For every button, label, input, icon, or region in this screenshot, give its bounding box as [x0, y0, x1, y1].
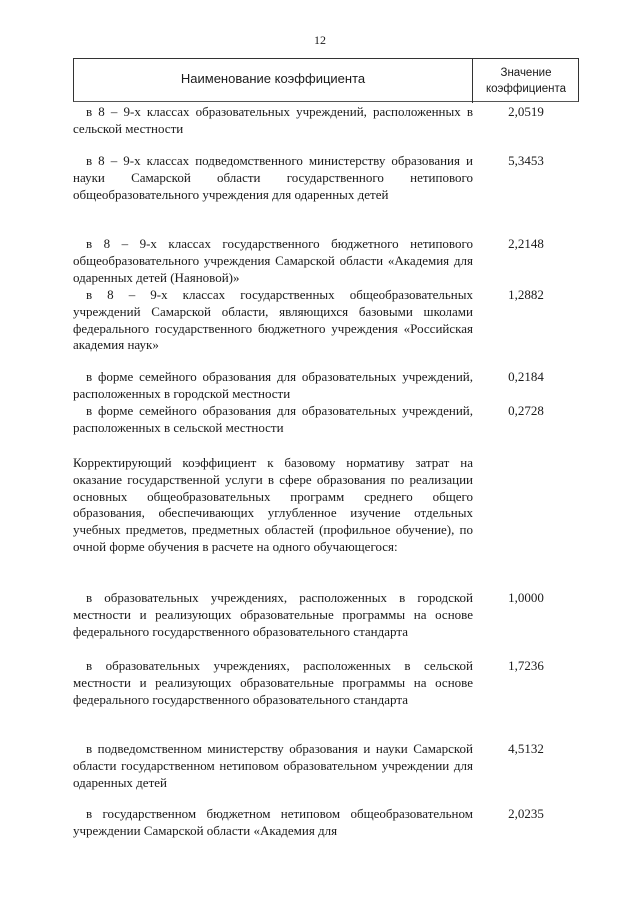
- header-value-cell: [474, 65, 578, 97]
- header-divider: [472, 59, 473, 103]
- coefficient-text: в 8 – 9-х классах государственного бюджетного нетипового общеобразовательного учреждения Самарской области «Академия для одаренных детей (Наяновой)»: [73, 236, 473, 285]
- coefficient-text: в государственном бюджетном нетиповом общеобразовательном учреждении Самарской области «Академия для: [73, 806, 473, 838]
- coefficient-text: в образовательных учреждениях, расположенных в городской местности и реализующих образовательные программы на основе федерального государственного образовательного стандарта: [73, 590, 473, 639]
- coefficient-value: 2,0235: [508, 806, 544, 821]
- coefficient-text: в форме семейного образования для образовательных учреждений, расположенных в сельской местности: [73, 403, 473, 435]
- coefficient-value: 2,0519: [508, 104, 544, 119]
- coefficient-value: 5,3453: [508, 153, 544, 168]
- coefficient-value: 0,2728: [508, 403, 544, 418]
- coefficient-text: в 8 – 9-х классах образовательных учреждений, расположенных в сельской местности: [73, 104, 473, 136]
- coefficient-text: в образовательных учреждениях, расположенных в сельской местности и реализующих образовательные программы на основе федерального государственного образовательного стандарта: [73, 658, 473, 707]
- coefficient-text: в 8 – 9-х классах государственных общеобразовательных учреждений Самарской области, являющихся базовыми школами федерального государственного бюджетного учреждения «Российская академия наук»: [73, 287, 473, 353]
- coefficient-value: 0,2184: [508, 369, 544, 384]
- coefficient-text: в форме семейного образования для образовательных учреждений, расположенных в городской местности: [73, 369, 473, 401]
- header-value-line1: Значение: [500, 67, 552, 79]
- page-number: 12: [314, 33, 326, 47]
- table-header: [73, 58, 579, 102]
- section-heading: Корректирующий коэффициент к базовому нормативу затрат на оказание государственной услуги в сфере образования по реализации основных общеобразовательных программ среднего общего образования, обеспечивающих углубленное изучение отдельных учебных предметов, предметных областей (профильное обучение), по очной форме обучения в расчете на одного обучающегося:: [73, 455, 473, 554]
- coefficient-text: в подведомственном министерству образования и науки Самарской области государственном нетиповом образовательном учреждении для одаренных детей: [73, 741, 473, 790]
- header-value-line2: коэффициента: [485, 83, 567, 95]
- header-name-cell: Наименование коэффициента: [180, 71, 366, 86]
- coefficient-value: 4,5132: [508, 741, 544, 756]
- coefficient-text: в 8 – 9-х классах подведомственного министерству образования и науки Самарской области государственного нетипового общеобразовательного учреждения для одаренных детей: [73, 153, 473, 202]
- coefficient-value: 1,2882: [508, 287, 544, 302]
- coefficient-value: 1,7236: [508, 658, 544, 673]
- coefficient-value: 1,0000: [508, 590, 544, 605]
- coefficient-value: 2,2148: [508, 236, 544, 251]
